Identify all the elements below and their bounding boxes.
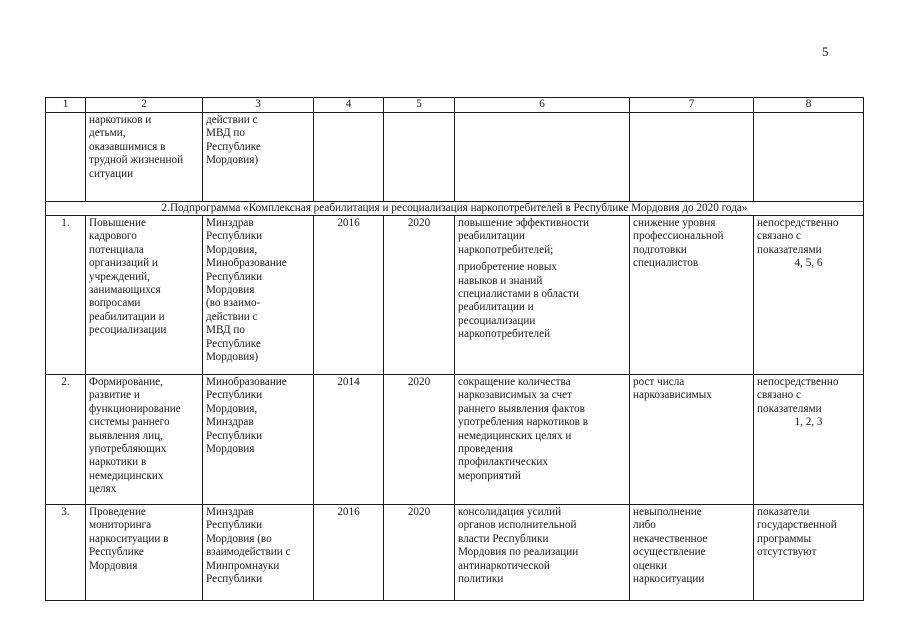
table-row (46, 216, 864, 375)
page-number: 5 (822, 44, 829, 59)
indicator-link-cell (754, 216, 864, 375)
consequence-cell: невыполнение либо некачественное осуществление оценки наркоситуации (630, 505, 754, 601)
empty-cell (630, 113, 754, 202)
indicator-link-text: непосредственно связано с показателями (757, 376, 839, 415)
column-number: 2 (86, 98, 203, 113)
column-number: 4 (314, 98, 384, 113)
end-year-cell: 2020 (384, 505, 455, 601)
start-year-cell: 2016 (314, 505, 384, 601)
expected-result-cell (455, 216, 630, 375)
empty-cell (314, 113, 384, 202)
column-number: 6 (455, 98, 630, 113)
empty-cell (384, 113, 455, 202)
measure-name-cell: Формирование, развитие и функционирование системы раннего выявления лиц, употребляющих наркотики в немедицинских целях (86, 375, 203, 505)
expected-result-cell: сокращение количества наркозависимых за счет раннего выявления фактов употребления наркотиков в немедицинских целях и проведения профилактических мероприятий (455, 375, 630, 505)
executors-cell: действии с МВД по Республике Мордовия) (203, 113, 314, 202)
expected-result-text: приобретение новых навыков и знаний специалистами в области реабилитации и ресоциализации наркопотребителей (458, 261, 579, 341)
empty-cell (754, 113, 864, 202)
start-year-cell: 2016 (314, 216, 384, 375)
indicator-link-text: непосредственно связано с показателями (757, 217, 839, 256)
executors-cell: Минобразование Республики Мордовия, Минздрав Республики Мордовия (203, 375, 314, 505)
program-measures-table (45, 97, 864, 601)
table-row (46, 375, 864, 505)
indicator-link-cell: показатели государственной программы отсутствуют (754, 505, 864, 601)
subprogram-title: 2.Подпрограмма «Комплексная реабилитация и ресоциализация наркопотребителей в Республике Мордовия до 2020 года» (46, 202, 864, 216)
table-row (46, 505, 864, 601)
column-number: 3 (203, 98, 314, 113)
consequence-cell: рост числа наркозависимых (630, 375, 754, 505)
consequence-cell: снижение уровня профессиональной подготовки специалистов (630, 216, 754, 375)
end-year-cell: 2020 (384, 375, 455, 505)
column-number: 1 (46, 98, 86, 113)
column-number: 5 (384, 98, 455, 113)
end-year-cell: 2020 (384, 216, 455, 375)
subprogram-heading-row (46, 202, 864, 216)
executors-cell: Минздрав Республики Мордовия, Минобразование Республики Мордовия (во взаимо- действии с МВД по Республике Мордовия) (203, 216, 314, 375)
start-year-cell: 2014 (314, 375, 384, 505)
measure-name-cell: Проведение мониторинга наркоситуации в Республике Мордовия (86, 505, 203, 601)
measure-name-cell: Повышение кадрового потенциала организаций и учреждений, занимающихся вопросами реабилитации и ресоциализации (86, 216, 203, 375)
indicator-link-cell (754, 375, 864, 505)
row-number: 1. (46, 216, 86, 375)
executors-cell: Минздрав Республики Мордовия (во взаимодействии с Минпромнауки Республики (203, 505, 314, 601)
empty-cell (46, 113, 86, 202)
column-number: 7 (630, 98, 754, 113)
empty-cell (455, 113, 630, 202)
measure-name-cell: наркотиков и детьми, оказавшимися в трудной жизненной ситуации (86, 113, 203, 202)
expected-result-text: повышение эффективности реабилитации наркопотребителей; (458, 217, 589, 256)
continuation-row (46, 113, 864, 202)
row-number: 3. (46, 505, 86, 601)
expected-result-cell: консолидация усилий органов исполнительной власти Республики Мордовия по реализации антинаркотической политики (455, 505, 630, 601)
indicator-numbers: 4, 5, 6 (794, 257, 823, 270)
column-number-row (46, 98, 864, 113)
row-number: 2. (46, 375, 86, 505)
column-number: 8 (754, 98, 864, 113)
indicator-numbers: 1, 2, 3 (794, 416, 823, 429)
